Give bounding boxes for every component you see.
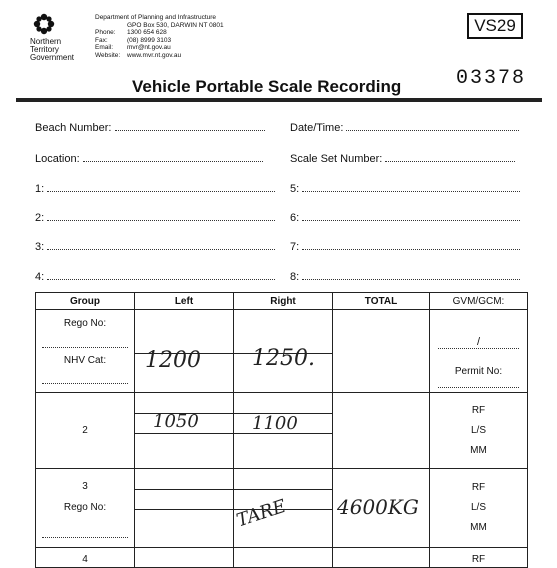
permit-label: Permit No: — [454, 366, 503, 377]
numbered-label-8: 8: — [290, 271, 300, 283]
numbered-label-5: 5: — [290, 183, 300, 195]
gvm-value: / — [476, 336, 481, 348]
numbered-label-7: 7: — [290, 241, 300, 253]
numbered-label-2: 2: — [35, 212, 45, 224]
header-gvm: GVM/GCM: — [430, 293, 528, 310]
flag-ls: L/S — [470, 502, 486, 513]
group-number-4: 4 — [82, 554, 88, 565]
numbered-label-3: 3: — [35, 241, 45, 253]
right-weight-value: 1250. — [252, 346, 315, 371]
right-weight-cell-4[interactable] — [234, 548, 333, 568]
header-group: Group — [36, 293, 135, 310]
flags-cell-3[interactable] — [430, 469, 528, 548]
numbered-field-7[interactable] — [290, 240, 520, 253]
nhv-cat-label: NHV Cat: — [63, 355, 107, 366]
header-right: Right — [234, 293, 333, 310]
flag-rf: RF — [471, 482, 486, 493]
nt-government-logo-icon — [32, 12, 56, 36]
left-weight-cell-3[interactable] — [135, 469, 234, 548]
department-address: GPO Box 530, DARWIN NT 0801 — [127, 21, 224, 29]
flags-cell-4[interactable] — [430, 548, 528, 568]
department-info — [95, 14, 224, 59]
date-time-field[interactable] — [290, 121, 519, 134]
beach-number-label: Beach Number: — [35, 122, 112, 134]
rego-label-3: Rego No: — [63, 502, 107, 513]
left-weight-value: 1050 — [153, 411, 199, 432]
scale-set-number-label: Scale Set Number: — [290, 153, 383, 165]
right-weight-cell-1[interactable] — [234, 310, 333, 393]
table-row — [36, 548, 528, 568]
serial-number: 03378 — [456, 67, 527, 90]
flag-mm: MM — [470, 522, 487, 533]
form-title: Vehicle Portable Scale Recording — [132, 77, 402, 96]
group-number-2: 2 — [82, 425, 88, 436]
location-field[interactable] — [35, 152, 263, 165]
left-weight-cell-4[interactable] — [135, 548, 234, 568]
numbered-label-1: 1: — [35, 183, 45, 195]
department-name: Department of Planning and Infrastructure — [95, 14, 217, 21]
right-weight-cell-2[interactable] — [234, 393, 333, 469]
numbered-field-4[interactable] — [35, 270, 275, 283]
numbered-field-2[interactable] — [35, 211, 275, 224]
flag-rf: RF — [471, 554, 486, 565]
email-label: Email: — [95, 44, 114, 51]
numbered-label-6: 6: — [290, 212, 300, 224]
group-cell-2[interactable] — [36, 393, 135, 469]
numbered-field-1[interactable] — [35, 182, 275, 195]
left-weight-cell-2[interactable] — [135, 393, 234, 469]
phone-label: Phone: — [95, 29, 116, 36]
table-row — [36, 469, 528, 548]
date-time-label: Date/Time: — [290, 122, 344, 134]
government-name: Northern Territory Government — [30, 37, 75, 62]
fax-value: (08) 8999 3103 — [127, 36, 172, 44]
website-label: Website: — [95, 51, 121, 59]
form-code-badge: VS29 — [467, 13, 523, 39]
table-row — [36, 310, 528, 393]
group-number-3: 3 — [82, 481, 88, 492]
rego-label: Rego No: — [63, 318, 107, 329]
location-label: Location: — [35, 153, 80, 165]
flag-ls: L/S — [470, 424, 486, 436]
website-value: www.mvr.nt.gov.au — [127, 51, 182, 59]
left-weight-value: 1200 — [145, 348, 201, 373]
total-cell-1[interactable] — [333, 310, 430, 393]
left-weight-cell-1[interactable] — [135, 310, 234, 393]
right-weight-value: 1100 — [252, 413, 298, 434]
axle-weight-table — [35, 292, 528, 568]
email-value: mvr@nt.gov.au — [127, 44, 171, 51]
flag-rf: RF — [471, 404, 486, 416]
scale-set-number-field[interactable] — [290, 152, 515, 165]
numbered-field-6[interactable] — [290, 211, 520, 224]
right-weight-cell-3[interactable] — [234, 469, 333, 548]
header-divider — [16, 98, 542, 102]
header-total: TOTAL — [333, 293, 430, 310]
numbered-label-4: 4: — [35, 271, 45, 283]
beach-number-field[interactable] — [35, 121, 265, 134]
group-cell-1[interactable] — [36, 310, 135, 393]
fax-label: Fax: — [95, 36, 108, 44]
numbered-field-8[interactable] — [290, 270, 520, 283]
table-row — [36, 393, 528, 469]
header-left: Left — [135, 293, 234, 310]
group-cell-3[interactable] — [36, 469, 135, 548]
group-cell-4[interactable] — [36, 548, 135, 568]
total-cell-4[interactable] — [333, 548, 430, 568]
phone-value: 1300 654 628 — [127, 29, 167, 36]
total-cell-3[interactable] — [333, 469, 430, 548]
flag-mm: MM — [470, 444, 487, 456]
tare-note: TARE — [233, 495, 289, 532]
numbered-field-3[interactable] — [35, 240, 275, 253]
total-cell-2[interactable] — [333, 393, 430, 469]
flags-cell-2[interactable] — [430, 393, 528, 469]
total-weight-value: 4600KG — [337, 495, 419, 519]
gvm-cell-1[interactable] — [430, 310, 528, 393]
numbered-field-5[interactable] — [290, 182, 520, 195]
